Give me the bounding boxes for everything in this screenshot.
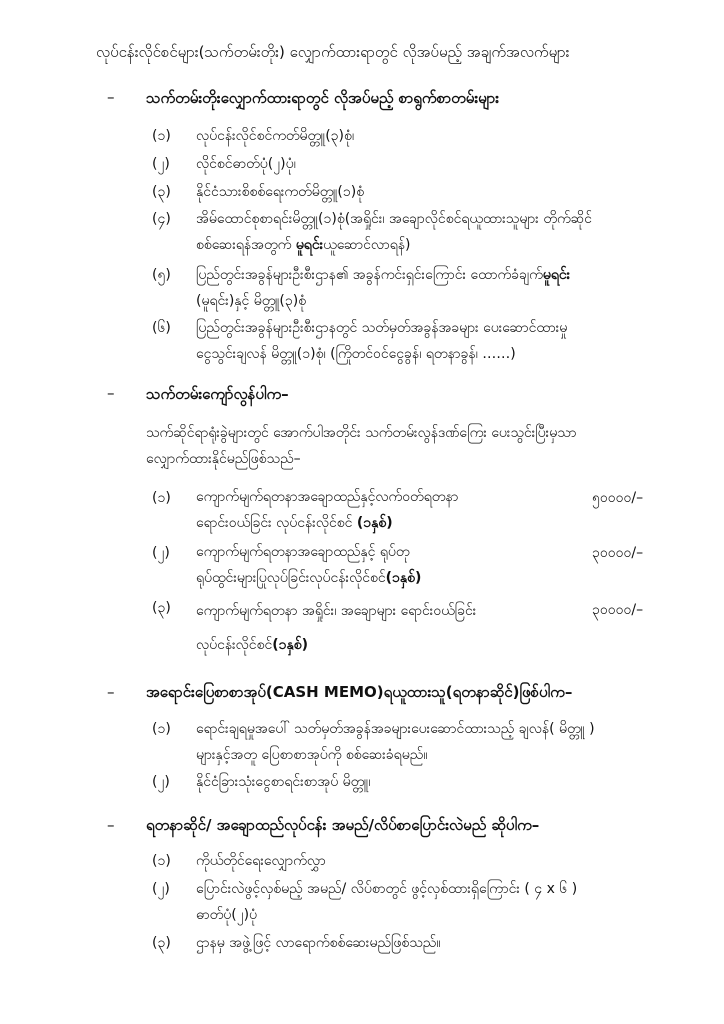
section2-item3-number: (၃) [152,600,171,616]
section1-item2-number: (၂) [152,156,170,172]
section2-item3-line1: ကျောက်မျက်ရတနာ အရှိုင်း၊ အချောများ ရောင်းဝယ်ခြင်း [196,603,477,619]
section2-item2-line1: ကျောက်မျက်ရတနာအချောထည်နှင့် ရုပ်တု [196,544,410,560]
section1-item1-number: (၁) [152,128,171,144]
section2-intro-line1: သက်ဆိုင်ရာရုံးခွဲများတွင် အောက်ပါအတိုင်း သက်တမ်းလွန်ဒဏ်ကြေး ပေးသွင်းပြီးမှသာ [146,425,577,441]
section4-heading: ရတနာဆိုင်/ အချောထည်လုပ်ငန်း အမည်/လိပ်စာပြောင်းလဲမည် ဆိုပါက– [146,816,540,834]
section2-item1-line2-text: ရောင်းဝယ်ခြင်း လုပ်ငန်းလိုင်စင် [196,515,357,531]
section2-heading: သက်တမ်းကျော်လွန်ပါက– [146,385,289,403]
section2-intro [146,420,666,472]
section2-item3-line2-text: လုပ်ငန်းလိုင်စင် [196,637,273,653]
section2-item2-duration: (၁နှစ်) [385,570,422,586]
section2-item2-number: (၂) [152,545,170,561]
section4-item3-number: (၃) [152,935,171,951]
section2-item2-line2 [196,565,576,591]
section1-item4-text [196,206,654,258]
section1-heading: သက်တမ်းတိုးလျှောက်ထားရာတွင် လိုအပ်မည့် စာရွက်စာတမ်းများ [146,89,500,107]
section1-item5-bold: မူရင်း [542,267,571,283]
section4-item2-line2: ဓာတ်ပုံ(၂)ပုံ [196,907,258,923]
section3-item1-line2: များနှင့်အတူ ပြေစာစာအုပ်ကို စစ်ဆေးခံရမည်။ [196,747,428,763]
section1-item4-line1: အိမ်ထောင်စုစာရင်းမိတ္တူ(၁)စုံ(အရှိုင်း၊ အချောလိုင်စင်ရယူထားသူများ တိုက်ဆိုင် [196,211,592,227]
section1-item5-number: (၅) [152,267,171,283]
section1-item5-line1 [196,262,654,288]
section2-item2-text [196,539,576,591]
section2-item2-amount: ၃၀၀၀၀/– [592,545,644,561]
section3-dash: – [107,683,115,701]
section2-item3-text [196,594,576,662]
section2-item1-amount: ၅၀၀၀၀/– [592,490,644,506]
section1-item6-text [196,315,654,367]
section1-item1-text: လုပ်ငန်းလိုင်စင်ကတ်မိတ္တူ(၃)စုံ၊ [196,128,355,144]
section1-item6-line2: ငွေသွင်းချလန် မိတ္တူ(၁)စုံ၊ (ကြိုတင်ဝင်ငွေခွန်၊ ရတနာခွန်၊ ……) [196,346,516,362]
section2-item1-line1: ကျောက်မျက်ရတနာအချောထည်နှင့်လက်ဝတ်ရတနာ [196,489,459,505]
section2-item3-amount: ၃၀၀၀၀/– [592,602,644,618]
section2-intro-line2: လျှောက်ထားနိုင်မည်ဖြစ်သည်– [146,451,301,467]
section2-item1-duration: (၁နှစ်) [356,515,393,531]
section4-dash: – [107,816,115,834]
section1-item3-number: (၃) [152,184,171,200]
section1-item4-line2-text: စစ်ဆေးရန်အတွက် [196,237,296,253]
section2-item2-line2-text: ရုပ်ထွင်းများပြုလုပ်ခြင်းလုပ်ငန်းလိုင်စင် [196,570,386,586]
section1-item4-bold: မူရင်း [295,237,324,253]
section2-item1-number: (၁) [152,490,171,506]
section4-item2-text [196,876,654,928]
section1-item5-text [196,262,654,314]
section4-item2-number: (၂) [152,881,170,897]
page-title: လုပ်ငန်းလိုင်စင်များ(သက်တမ်းတိုး) လျှောက်ထားရာတွင် လိုအပ်မည့် အချက်အလက်များ [96,43,570,61]
section1-item3-text: နိုင်ငံသားစိစစ်ရေးကတ်မိတ္တူ(၁)စုံ [196,184,365,200]
section4-item3-text: ဌာနမှ အဖွဲ့ဖြင့် လာရောက်စစ်ဆေးမည်ဖြစ်သည်။ [196,935,441,951]
section1-item4-line2 [196,232,654,258]
section3-item1-number: (၁) [152,721,171,737]
section4-item1-number: (၁) [152,853,171,869]
section2-item3-duration: (၁နှစ်) [272,637,308,653]
section1-dash: – [107,88,115,106]
section2-item1-text [196,484,576,536]
section3-item2-text: နိုင်ငံခြားသုံးငွေစာရင်းစာအုပ် မိတ္တူ၊ [196,774,371,790]
section1-item5-line1-text: ပြည်တွင်းအခွန်များဦးစီးဌာန၏ အခွန်ကင်းရှင်းကြောင်း ထောက်ခံချက် [196,267,543,283]
section2-item1-line2 [196,510,576,536]
section1-item4-number: (၄) [152,211,171,227]
section1-item6-number: (၆) [152,320,171,336]
section2-item3-line2 [196,628,576,662]
section4-item2-line1: ပြောင်းလဲဖွင့်လှစ်မည့် အမည်/ လိပ်စာတွင် ဖွင့်လှစ်ထားရှိကြောင်း ( ၄ x ၆ ) [196,881,578,897]
section2-dash: – [107,384,115,402]
section3-item2-number: (၂) [152,774,170,790]
section3-heading: အရောင်းပြေစာစာအုပ်(CASH MEMO)ရယူထားသူ(ရတနာဆိုင်)ဖြစ်ပါက– [146,683,573,701]
section1-item5-line2: (မူရင်း)နှင့် မိတ္တူ(၃)စုံ [196,293,307,309]
section1-item4-line2-tail: ယူဆောင်လာရန်) [323,237,411,253]
section3-item1-line1: ရောင်းချရမှုအပေါ် သတ်မှတ်အခွန်အခများပေးဆောင်ထားသည့် ချလန်( မိတ္တူ ) [196,721,595,737]
section1-item2-text: လိုင်စင်ဓာတ်ပုံ(၂)ပုံ၊ [196,156,296,172]
section4-item1-text: ကိုယ်တိုင်ရေးလျှောက်လွှာ [196,853,326,869]
section1-item6-line1: ပြည်တွင်းအခွန်များဦးစီးဌာနတွင် သတ်မှတ်အခွန်အခများ ပေးဆောင်ထားမှု [196,320,568,336]
section3-item1-text [196,716,654,768]
